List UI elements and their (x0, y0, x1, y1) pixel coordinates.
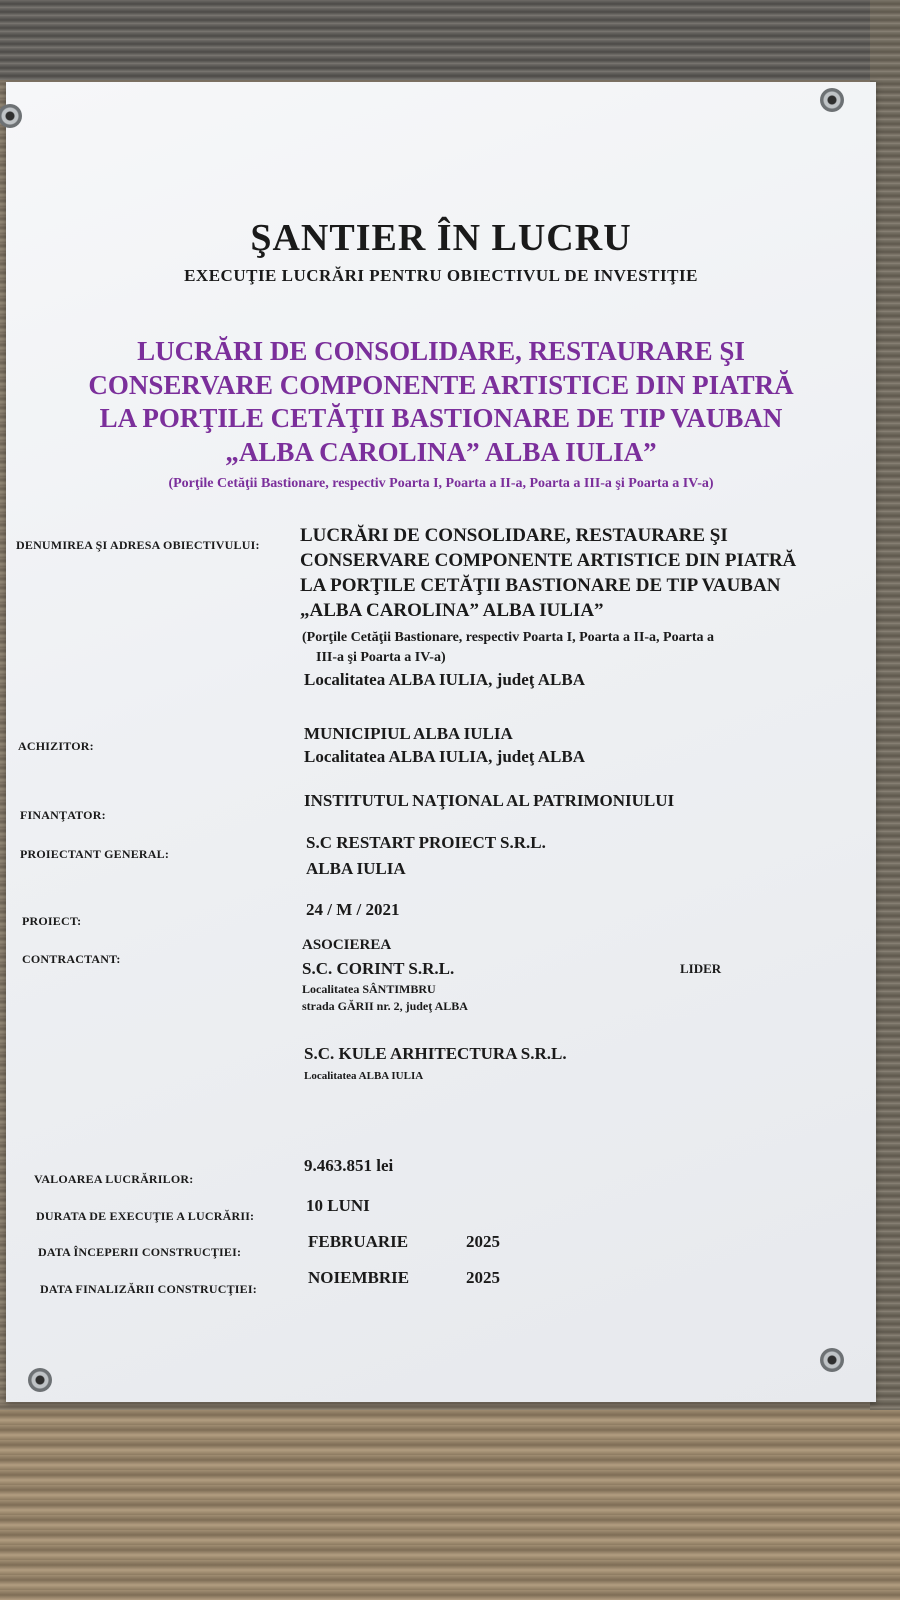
inceput-year: 2025 (466, 1232, 500, 1251)
contractant-lead-role: LIDER (680, 961, 722, 976)
denumire-locality: Localitatea ALBA IULIA, judeţ ALBA (304, 670, 585, 689)
contractant-lead-street: strada GĂRII nr. 2, judeţ ALBA (302, 999, 468, 1013)
proiect-label: PROIECT: (22, 914, 82, 928)
final-year: 2025 (466, 1268, 500, 1287)
project-title-line-4: „ALBA CAROLINA” ALBA IULIA” (225, 437, 657, 467)
denumire-line-1: LUCRĂRI DE CONSOLIDARE, RESTAURARE ŞI (300, 525, 728, 546)
contractant-lead-locality: Localitatea SÂNTIMBRU (302, 982, 436, 996)
page-subtitle: EXECUŢIE LUCRĂRI PENTRU OBIECTIVUL DE INVESTIŢIE (184, 266, 698, 285)
denumire-line-4: „ALBA CAROLINA” ALBA IULIA” (300, 600, 604, 621)
durata-value: 10 LUNI (306, 1196, 370, 1215)
durata-label: DURATA DE EXECUŢIE A LUCRĂRII: (36, 1209, 255, 1223)
proiectant-city: ALBA IULIA (306, 859, 406, 878)
final-month: NOIEMBRIE (308, 1268, 410, 1287)
finantator-name: INSTITUTUL NAŢIONAL AL PATRIMONIULUI (304, 791, 675, 810)
grommet-bottom-right-icon (820, 1348, 844, 1372)
denumire-line-3: LA PORŢILE CETĂŢII BASTIONARE DE TIP VAUBAN (300, 575, 781, 596)
project-title-note: (Porţile Cetăţii Bastionare, respectiv Poarta I, Poarta a II-a, Poarta a III-a şi Poarta a IV-a) (168, 476, 714, 491)
wood-panel-background (0, 1410, 900, 1600)
grommet-top-left-icon (0, 104, 22, 128)
achizitor-label: ACHIZITOR: (18, 739, 94, 753)
project-title-line-2: CONSERVARE COMPONENTE ARTISTICE DIN PIATRĂ (88, 370, 794, 400)
contractant-partner-locality: Localitatea ALBA IULIA (304, 1070, 424, 1082)
project-title-line-1: LUCRĂRI DE CONSOLIDARE, RESTAURARE ŞI (137, 336, 745, 366)
proiectant-name: S.C RESTART PROIECT S.R.L. (306, 833, 546, 852)
valoare-label: VALOAREA LUCRĂRILOR: (34, 1172, 194, 1186)
valoare-amount: 9.463.851 lei (304, 1156, 394, 1175)
achizitor-name: MUNICIPIUL ALBA IULIA (304, 724, 513, 743)
contractant-label: CONTRACTANT: (22, 952, 121, 966)
proiect-number: 24 / M / 2021 (306, 900, 400, 919)
contractant-partner-name: S.C. KULE ARHITECTURA S.R.L. (304, 1044, 567, 1063)
construction-site-banner (6, 82, 876, 1402)
finantator-label: FINANŢATOR: (20, 808, 106, 822)
denumire-note-line-2: III-a şi Poarta a IV-a) (316, 650, 446, 665)
page-title: ŞANTIER ÎN LUCRU (250, 217, 632, 259)
wall-background-top (0, 0, 900, 80)
final-label: DATA FINALIZĂRII CONSTRUCŢIEI: (40, 1282, 257, 1296)
grommet-top-right-icon (820, 88, 844, 112)
inceput-label: DATA ÎNCEPERII CONSTRUCŢIEI: (38, 1245, 242, 1259)
grommet-bottom-left-icon (28, 1368, 52, 1392)
denumire-line-2: CONSERVARE COMPONENTE ARTISTICE DIN PIATRĂ (300, 550, 797, 571)
contractant-association: ASOCIEREA (302, 937, 392, 953)
proiectant-label: PROIECTANT GENERAL: (20, 847, 170, 861)
denumire-note-line-1: (Porţile Cetăţii Bastionare, respectiv Poarta I, Poarta a II-a, Poarta a (302, 630, 714, 645)
contractant-lead-name: S.C. CORINT S.R.L. (302, 959, 455, 978)
denumire-label: DENUMIREA ŞI ADRESA OBIECTIVULUI: (16, 538, 260, 552)
project-title-line-3: LA PORŢILE CETĂŢII BASTIONARE DE TIP VAUBAN (99, 403, 783, 433)
inceput-month: FEBRUARIE (308, 1232, 409, 1251)
achizitor-locality: Localitatea ALBA IULIA, judeţ ALBA (304, 747, 585, 766)
